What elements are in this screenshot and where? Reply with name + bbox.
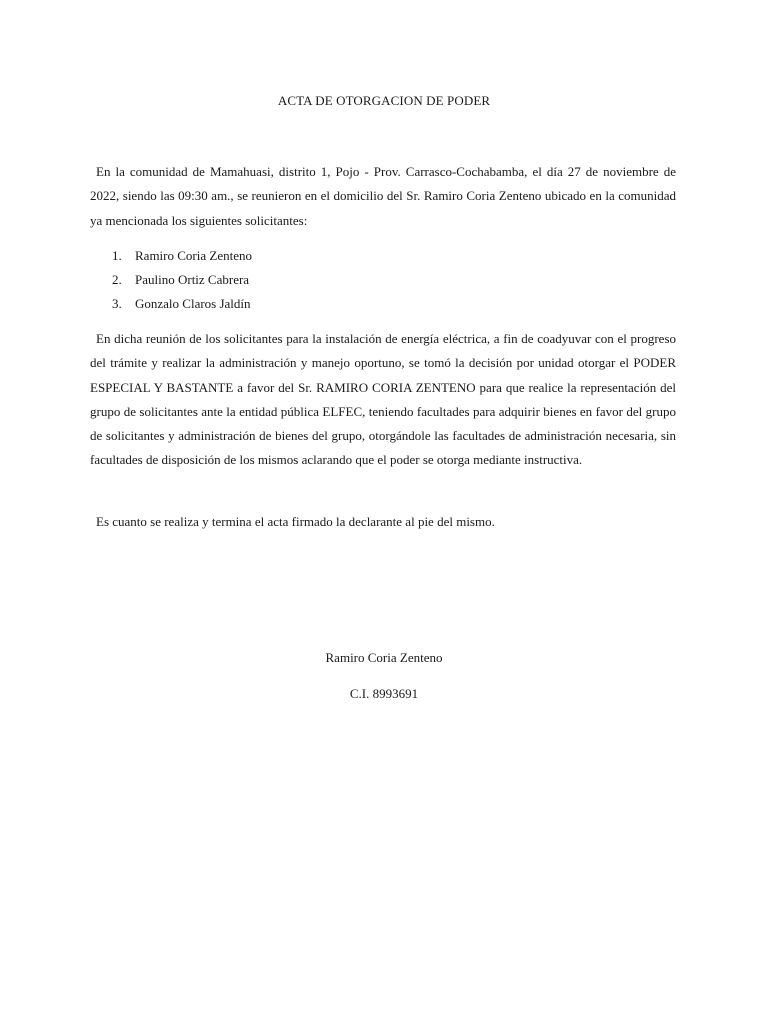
document-title: ACTA DE OTORGACION DE PODER — [277, 93, 491, 108]
decision-paragraph: En dicha reunión de los solicitantes para la instalación de energía eléctrica, a fin de coadyuvar con el progreso del trámite y realizar la administración y manejo oportuno, se tomó la decisión por unidad otorgar el PODER ESPECIAL Y BASTANTE a favor del Sr. RAMIRO CORIA ZENTENO para que realice la representación del grupo de solicitantes ante la entidad pública ELFEC, teniendo facultades para adquirir bienes en favor del grupo de solicitantes y administración de bienes del grupo, otorgándole las facultades de administración necesaria, sin facultades de disposición de los mismos aclarando que el poder se otorga mediante instructiva. — [90, 331, 676, 468]
list-item — [112, 268, 252, 292]
intro-paragraph: En la comunidad de Mamahuasi, distrito 1, Pojo - Prov. Carrasco-Cochabamba, el día 27 de noviembre de 2022, siendo las 09:30 am., se reunieron en el domicilio del Sr. Ramiro Coria Zenteno ubicado en la comunidad ya mencionada los siguientes solicitantes: — [90, 164, 676, 228]
list-item-name: Ramiro Coria Zenteno — [135, 248, 252, 263]
list-item-number: 3. — [112, 296, 122, 311]
list-item-name: Gonzalo Claros Jaldín — [135, 296, 251, 311]
list-item-name: Paulino Ortiz Cabrera — [135, 272, 250, 287]
list-item — [112, 244, 252, 268]
list-item-number: 1. — [112, 248, 122, 263]
list-item — [112, 292, 252, 316]
applicants-list — [112, 244, 252, 316]
signatory-id: C.I. 8993691 — [349, 686, 419, 701]
signatory-name: Ramiro Coria Zenteno — [325, 650, 443, 665]
closing-paragraph: Es cuanto se realiza y termina el acta firmado la declarante al pie del mismo. — [96, 514, 495, 529]
list-item-number: 2. — [112, 272, 122, 287]
